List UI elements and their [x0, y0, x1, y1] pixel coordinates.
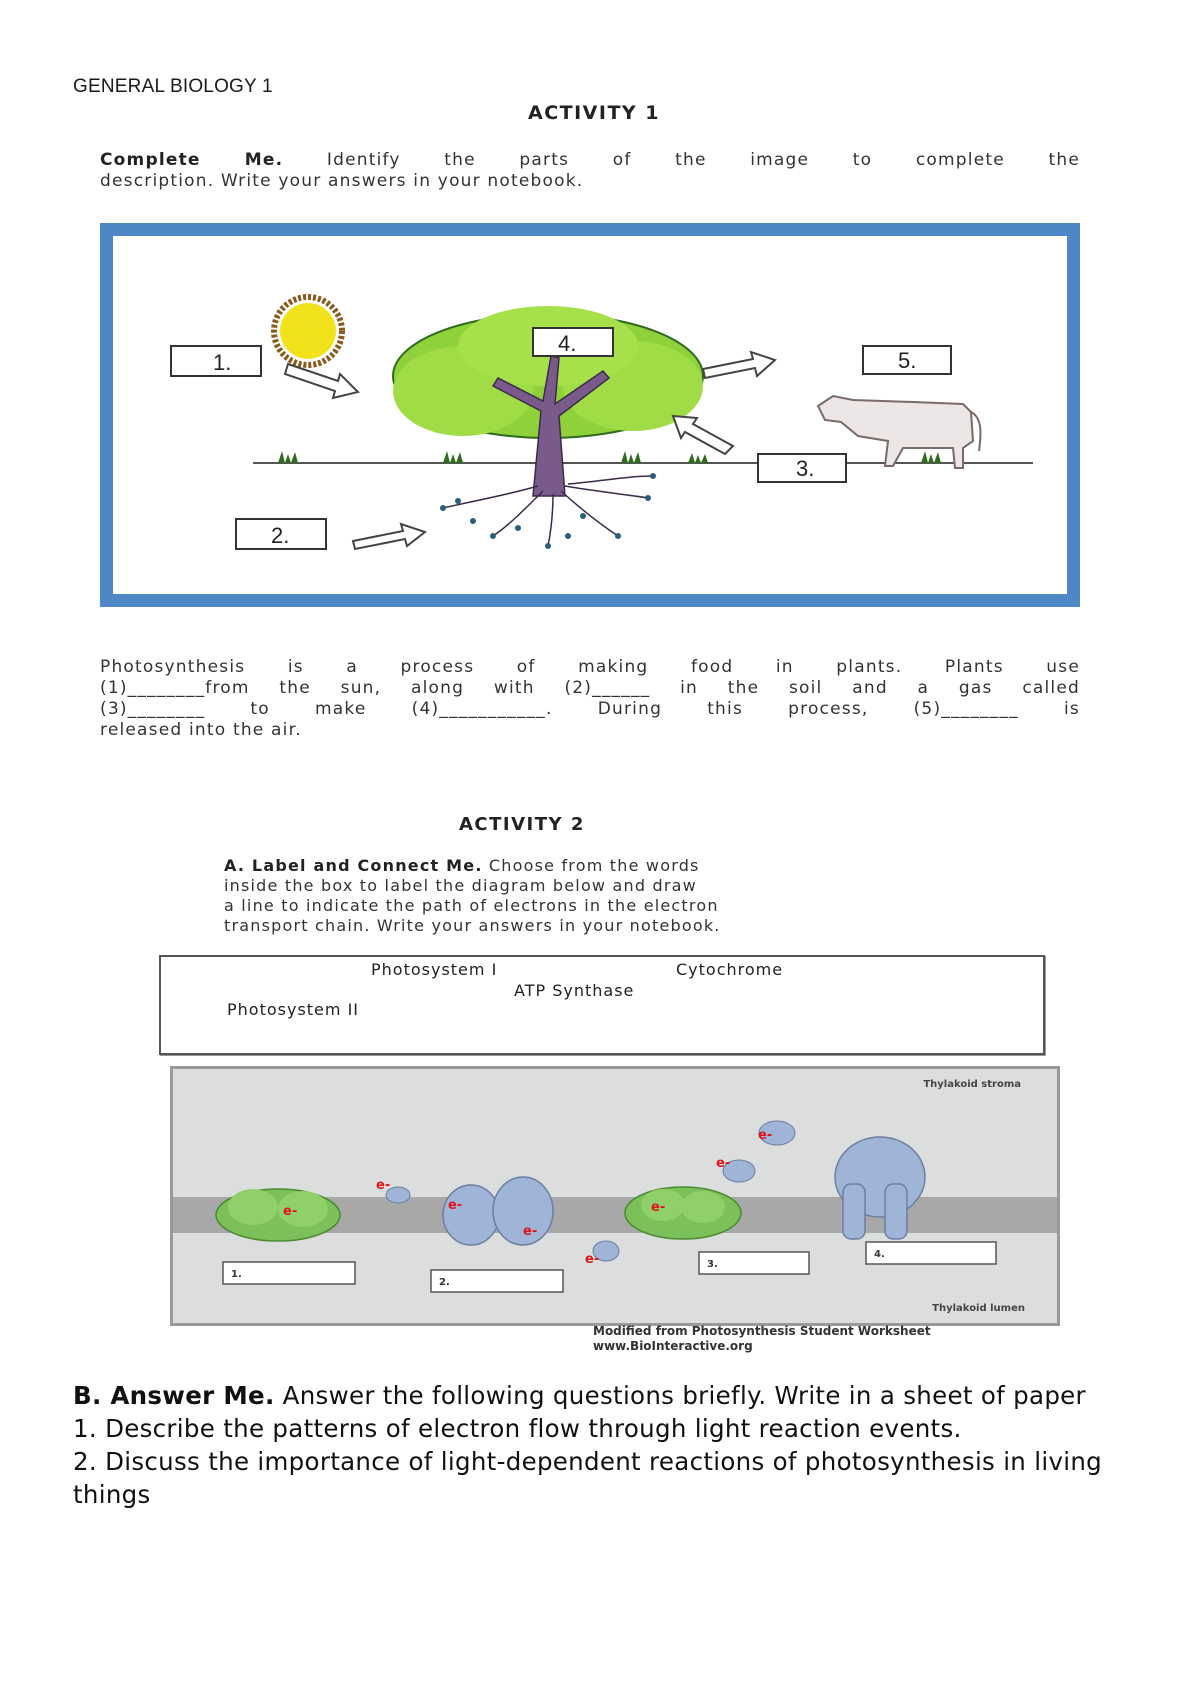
activity2-instruction-line4: transport chain. Write your answers in your notebook. — [224, 916, 721, 935]
word-atp-synthase: ATP Synthase — [514, 981, 635, 1000]
label-1: 1. — [213, 350, 232, 375]
activity1-instruction-lead: Complete Me. — [100, 150, 284, 170]
arrow-oxygen — [703, 352, 775, 378]
label-4: 4. — [558, 331, 577, 356]
electron-1: e- — [283, 1204, 298, 1219]
part-b-question-1: 1. Describe the patterns of electron flow through light reaction events. — [73, 1414, 962, 1443]
part-b-intro-text: Answer the following questions briefly. Write in a sheet of paper — [274, 1381, 1086, 1410]
activity2-instruction-line3: a line to indicate the path of electrons in the electron — [224, 896, 719, 915]
activity1-instruction-line1: Identify the parts of the image to complete the — [283, 150, 1080, 170]
activity2-instruction-line1: Choose from the words — [482, 856, 700, 875]
etc-label-4: 4. — [874, 1249, 885, 1260]
electron-7: e- — [716, 1156, 731, 1171]
etc-label-box-1 — [223, 1262, 355, 1284]
word-photosystem-2: Photosystem II — [227, 1000, 360, 1019]
paragraph-line-3: (3)________ to make (4)___________. During this process, (5)________ is — [100, 699, 1080, 719]
activity2-instruction-lead: A. Label and Connect Me. — [224, 856, 483, 875]
activity2-title: ACTIVITY 2 — [459, 814, 585, 835]
document-header: GENERAL BIOLOGY 1 — [73, 76, 273, 97]
sun-icon — [274, 297, 342, 365]
word-photosystem-1: Photosystem I — [371, 960, 498, 979]
photosystem-ii-shape — [216, 1189, 340, 1241]
lumen-label: Thylakoid lumen — [932, 1303, 1025, 1314]
electron-4: e- — [523, 1224, 538, 1239]
electron-2: e- — [376, 1178, 391, 1193]
label-5: 5. — [898, 348, 917, 373]
diagram-credit — [593, 1324, 931, 1354]
arrow-water — [353, 524, 425, 549]
activity1-instruction-line2: description. Write your answers in your notebook. — [100, 171, 584, 191]
stroma-label: Thylakoid stroma — [923, 1079, 1021, 1090]
etc-label-3: 3. — [707, 1259, 718, 1270]
paragraph-line-1: Photosynthesis is a process of making food in plants. Plants use — [100, 657, 1080, 677]
activity2-instruction — [224, 856, 914, 936]
electron-5: e- — [585, 1252, 600, 1267]
arrow-sunlight — [285, 364, 358, 398]
photosynthesis-illustration — [113, 236, 1067, 594]
part-b-lead: B. Answer Me. — [73, 1381, 275, 1410]
activity1-instruction — [100, 150, 1080, 192]
photosynthesis-diagram-frame — [100, 223, 1080, 607]
activity1-title: ACTIVITY 1 — [528, 102, 661, 124]
credit-line-1: Modified from Photosynthesis Student Worksheet — [593, 1324, 931, 1338]
credit-line-2: www.BioInteractive.org — [593, 1339, 753, 1353]
activity1-paragraph — [100, 657, 1080, 741]
electron-8: e- — [758, 1128, 773, 1143]
paragraph-line-2: (1)________from the sun, along with (2)______ in the soil and a gas called — [100, 678, 1080, 698]
electron-6: e- — [651, 1200, 666, 1215]
word-cytochrome: Cytochrome — [676, 960, 784, 979]
electron-transport-illustration — [173, 1069, 1057, 1323]
label-3: 3. — [796, 456, 815, 481]
etc-label-2: 2. — [439, 1277, 450, 1288]
electron-3: e- — [448, 1198, 463, 1213]
etc-label-1: 1. — [231, 1269, 242, 1280]
word-box — [159, 955, 1045, 1055]
photosynthesis-diagram — [113, 236, 1067, 594]
thylakoid-diagram — [170, 1066, 1060, 1326]
etc-label-box-4 — [866, 1242, 996, 1264]
paragraph-line-4: released into the air. — [100, 720, 302, 740]
arrow-co2 — [673, 416, 733, 454]
label-2: 2. — [271, 523, 290, 548]
etc-label-box-2 — [431, 1270, 563, 1292]
part-b-question-2: 2. Discuss the importance of light-dependent reactions of photosynthesis in living things — [73, 1447, 1103, 1509]
activity2-instruction-line2: inside the box to label the diagram below and draw — [224, 876, 697, 895]
photosystem-i-shape — [625, 1187, 741, 1239]
part-b-intro — [73, 1379, 1143, 1412]
part-b-section — [73, 1379, 1143, 1511]
